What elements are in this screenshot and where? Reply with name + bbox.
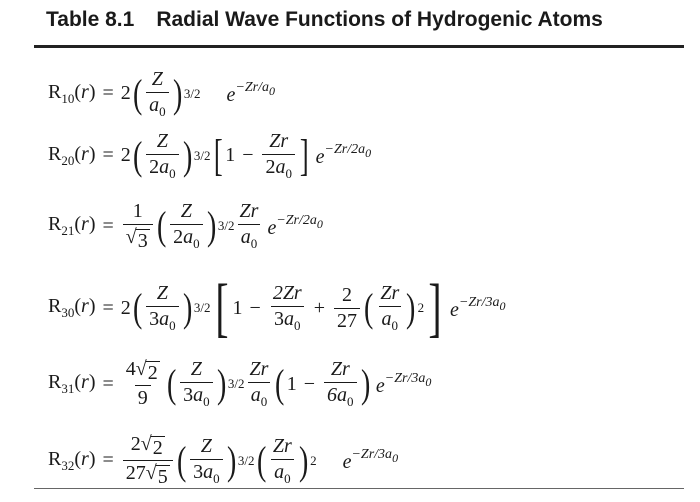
equation-r10: $R_{10}(r)$ = 2 ( $\frac{Z}{a_0}$ ) 3/2 $e^{-Zr/a0}$ (48, 68, 276, 119)
equation-r30: $R_{30}(r)$ = 2 ( $\frac{Z}{3a_0}$ ) 3/2 [ 1 − $\frac{2Zr}{3a_0}$ + $\frac{2}{27}$ ( $\frac{Zr}{a_0}$ ) 2 ] $e^{-Zr/3a0}$ (48, 271, 506, 344)
table-heading: Radial Wave Functions of Hydrogenic Atoms (156, 8, 603, 31)
equation-r21: $R_{21}(r)$ = 1 √ 3 ( $\frac{Z}{2a_0}$ ) 3/2 $\frac{Zr}{a_0}$ $e^{-Zr/2a0}$ (48, 200, 323, 252)
table-label: Table 8.1 (46, 8, 135, 31)
bottom-rule (34, 488, 684, 489)
exponential: $e^{-Zr/a0}$ (226, 80, 276, 107)
equation-r31: $R_{31}(r)$ = 4 √ 2 9 ( $\frac{Z}{3a_0}$ ) 3/2 $\frac{Zr}{a_0}$ ( 1 − $\frac{Zr}{6a_0}$ ) $e^{-Zr/3a0}$ (48, 358, 432, 410)
table-title (46, 8, 603, 32)
fraction: $\frac{Z}{a_0}$ (146, 68, 169, 120)
lhs: $R_{10}(r)$ (48, 80, 96, 106)
equation-r20: $R_{20}(r)$ = 2 ( $\frac{Z}{2a_0}$ ) 3/2 [ 1 − $\frac{Zr}{2a_0}$ ] $e^{-Zr/2a0}$ (48, 130, 372, 181)
top-rule (34, 45, 684, 48)
equation-r32: $R_{32}(r)$ = 2 √ 2 27 √ 5 ( $\frac{Z}{3a_0}$ ) 3/2 ( $\frac{Zr}{a_0}$ ) 2 $e^{-Zr/3a0}$ (48, 433, 399, 488)
